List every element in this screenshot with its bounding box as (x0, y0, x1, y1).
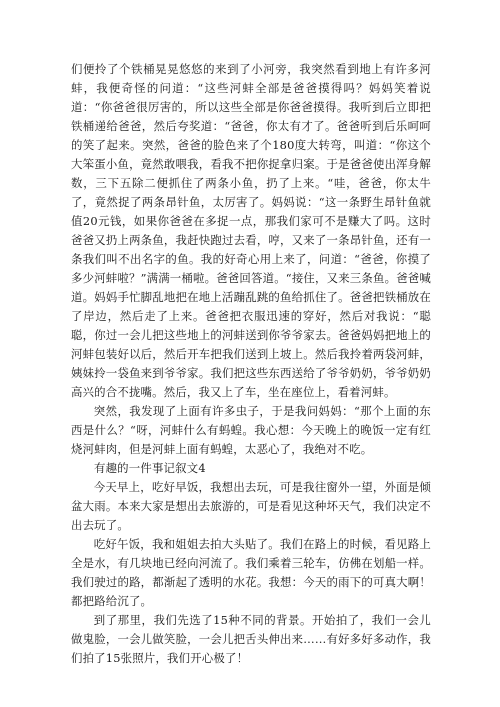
body-paragraph-5: 到了那里，我们先选了15种不同的背景。开始拍了，我们一会儿做鬼脸，一会儿做笑脸，一会儿把舌头伸出来……有好多好多动作，我们拍了15张照片，我们开心极了！ (71, 613, 431, 665)
body-paragraph-3: 今天早上，吃好早饭，我想出去玩，可是我往窗外一望，外面是倾盆大雨。本来大家是想出去旅游的，可是看见这种坏天气，我们决定不出去玩了。 (71, 480, 431, 532)
section-heading: 有趣的一件事记叙文4 (94, 461, 206, 475)
body-paragraph-4: 吃好午饭，我和姐姐去拍大头贴了。我们在路上的时候，看见路上全是水，有几块地已经向河流了。我们乘着三轮车，仿佛在划船一样。我们驶过的路，都渐起了透明的水花。我想：今天的雨下的可真大啊！都把路给沉了。 (71, 537, 431, 608)
document-page (71, 60, 431, 668)
body-paragraph-2: 突然，我发现了上面有许多虫子，于是我问妈妈：“那个上面的东西是什么？“呀，河蚌什么有蚂蝗。我心想：今天晚上的晚饭一定有红烧河蚌肉，但是河蚌上面有蚂蝗，太恶心了，我绝对不吃。 (71, 404, 431, 456)
body-paragraph-1: 们便拎了个铁桶晃晃悠悠的来到了小河旁，我突然看到地上有许多河蚌，我便奇怪的问道：“这些河蚌全部是爸爸摸得吗？妈妈笑着说道：“你爸爸很厉害的，所以这些全部是你爸爸摸得。我听到后立即把铁桶递给爸爸，然后夸奖道：“爸爸，你太有才了。爸爸听到后乐呵呵的笑了起来。突然，爸爸的脸色来了个180度大转弯，叫道：“你这个大笨蛋小鱼，竟然敢喂我，看我不把你捉拿归案。于是爸爸使出浑身解数，三下五除二便抓住了两条小鱼，扔了上来。“哇，爸爸，你太牛了，竟然捉了两条昂针鱼，太厉害了。妈妈说：“这一条野生昂针鱼就值20元钱，如果你爸爸在多捉一点，那我们家可不是赚大了吗。这时爸爸又扔上两条鱼，我赶快跑过去看，哼，又来了一条昂针鱼，还有一条我们叫不出名字的鱼。我的好奇心用上来了，问道：“爸爸，你摸了多少河蚌啦？”满满一桶啦。爸爸回答道。“接住，又来三条鱼。爸爸喊道。妈妈手忙脚乱地把在地上活蹦乱跳的鱼给抓住了。爸爸把铁桶放在了岸边，然后走了上来。爸爸把衣服迅速的穿好，然后对我说：“聪聪，你过一会儿把这些地上的河蚌送到你爷爷家去。爸爸妈妈把地上的河蚌包装好以后，然后开车把我们送到上坡上。然后我拎着两袋河蚌，姨妹拎一袋鱼来到爷爷家。我们把这些东西送给了爷爷奶奶，爷爷奶奶高兴的合不拢嘴。然后，我又上了车，坐在座位上，看着河蚌。 (71, 62, 431, 399)
